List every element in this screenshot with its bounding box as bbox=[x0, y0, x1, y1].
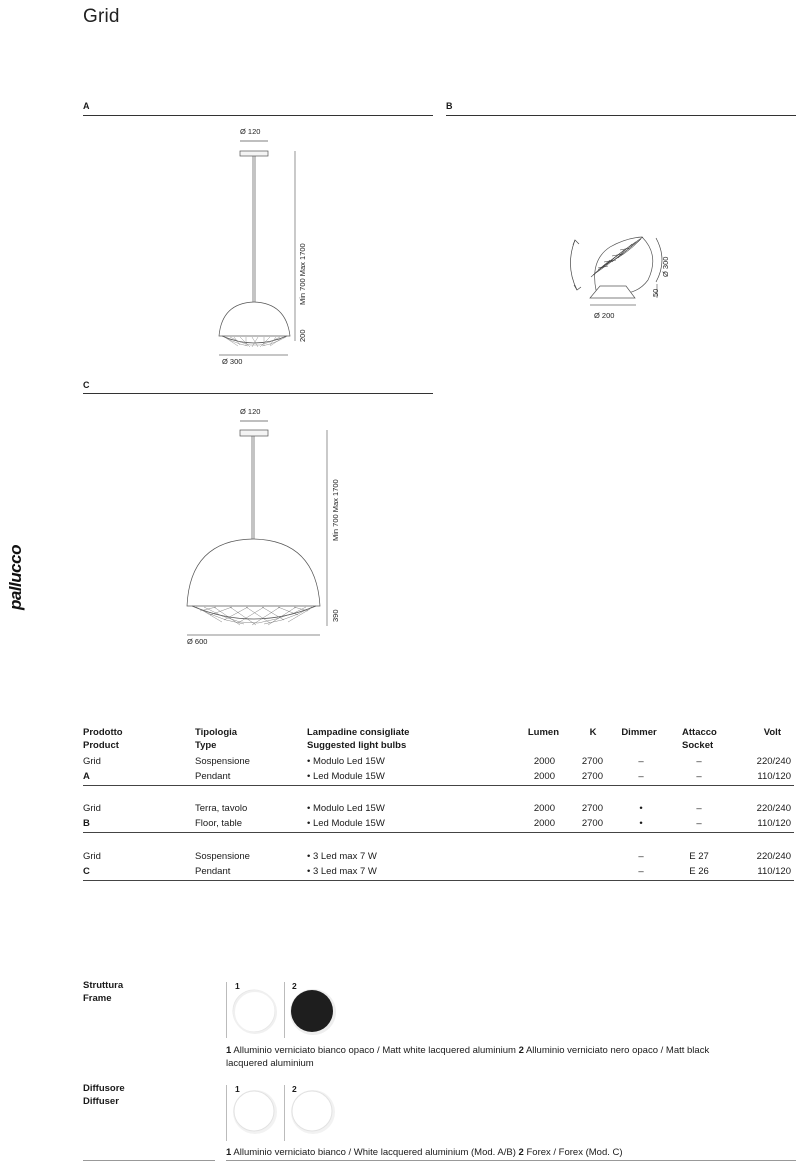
frame-swatch-1[interactable] bbox=[228, 988, 282, 1042]
swatch-divider bbox=[284, 1085, 285, 1141]
footer-rule bbox=[83, 1160, 215, 1161]
swatch-divider bbox=[226, 1085, 227, 1141]
page-title: Grid bbox=[83, 6, 120, 27]
table-row: Grid Sospensione • 3 Led max 7 W – E 27 220/240 bbox=[83, 851, 791, 862]
diffuser-swatch-1-num: 1 bbox=[235, 1084, 240, 1094]
footer-rule bbox=[226, 1160, 796, 1161]
section-c-label: C bbox=[83, 380, 90, 390]
frame-description: 1 Alluminio verniciato bianco opaco / Matt white lacquered aluminium 2 Alluminio verniciato nero opaco / Matt black lacquered aluminium bbox=[226, 1045, 710, 1069]
table-row: B Floor, table • Led Module 15W 2000 2700 • – 110/120 bbox=[83, 817, 794, 833]
frame-swatch-2[interactable] bbox=[286, 988, 340, 1042]
frame-swatch-2-disc bbox=[286, 988, 340, 1042]
frame-label: Struttura Frame bbox=[83, 980, 124, 1004]
frame-swatch-2-num: 2 bbox=[292, 981, 297, 991]
th-bulbs: Lampadine consigliate Suggested light bulbs bbox=[307, 727, 410, 751]
table-row: Grid Sospensione • Modulo Led 15W 2000 2700 – – 220/240 bbox=[83, 756, 791, 767]
table-row: A Pendant • Led Module 15W 2000 2700 – – 110/120 bbox=[83, 770, 794, 786]
section-c-dim-height: Min 700 Max 1700 bbox=[331, 479, 340, 541]
diffuser-swatch-2-disc bbox=[286, 1088, 340, 1142]
section-c-dim-shade: 390 bbox=[331, 609, 340, 622]
frame-swatch-1-disc bbox=[228, 988, 282, 1042]
th-k: K bbox=[589, 727, 597, 738]
section-c-dim-base: Ø 600 bbox=[187, 637, 208, 646]
section-b-dim-base: Ø 200 bbox=[594, 311, 615, 320]
th-volt: Volt bbox=[763, 727, 781, 738]
section-b-dim-diameter: Ø 300 bbox=[661, 256, 670, 277]
section-c-dim-top: Ø 120 bbox=[240, 407, 261, 416]
swatch-divider bbox=[284, 982, 285, 1038]
frame-swatch-1-num: 1 bbox=[235, 981, 240, 991]
th-lumen: Lumen bbox=[527, 727, 559, 738]
th-dimmer: Dimmer bbox=[621, 727, 657, 738]
section-a-dim-top: Ø 120 bbox=[240, 127, 261, 136]
th-socket: Attacco Socket bbox=[682, 727, 717, 751]
section-a-label: A bbox=[83, 101, 90, 111]
th-product: Prodotto Product bbox=[83, 727, 123, 751]
table-row: C Pendant • 3 Led max 7 W – E 26 110/120 bbox=[83, 865, 794, 881]
diffuser-swatch-1[interactable] bbox=[228, 1088, 282, 1142]
section-a-dim-shade: 200 bbox=[298, 329, 307, 342]
diffuser-swatch-2[interactable] bbox=[286, 1088, 340, 1142]
table-row: Grid Terra, tavolo • Modulo Led 15W 2000 2700 • – 220/240 bbox=[83, 803, 791, 814]
section-a-dim-height: Min 700 Max 1700 bbox=[298, 243, 307, 305]
diffuser-swatch-1-disc bbox=[228, 1088, 282, 1142]
diffuser-swatch-2-num: 2 bbox=[292, 1084, 297, 1094]
brand-logo: pallucco bbox=[6, 545, 25, 610]
th-type: Tipologia Type bbox=[195, 727, 238, 751]
swatch-divider bbox=[226, 982, 227, 1038]
diffuser-label: Diffusore Diffuser bbox=[83, 1083, 125, 1107]
section-b-label: B bbox=[446, 101, 453, 111]
section-a-dim-base: Ø 300 bbox=[222, 357, 243, 366]
section-b-dim-base-h: 50 bbox=[651, 288, 660, 297]
diffuser-description: 1 Alluminio verniciato bianco / White lacquered aluminium (Mod. A/B) 2 Forex / Forex (Mod. C) bbox=[226, 1147, 623, 1158]
